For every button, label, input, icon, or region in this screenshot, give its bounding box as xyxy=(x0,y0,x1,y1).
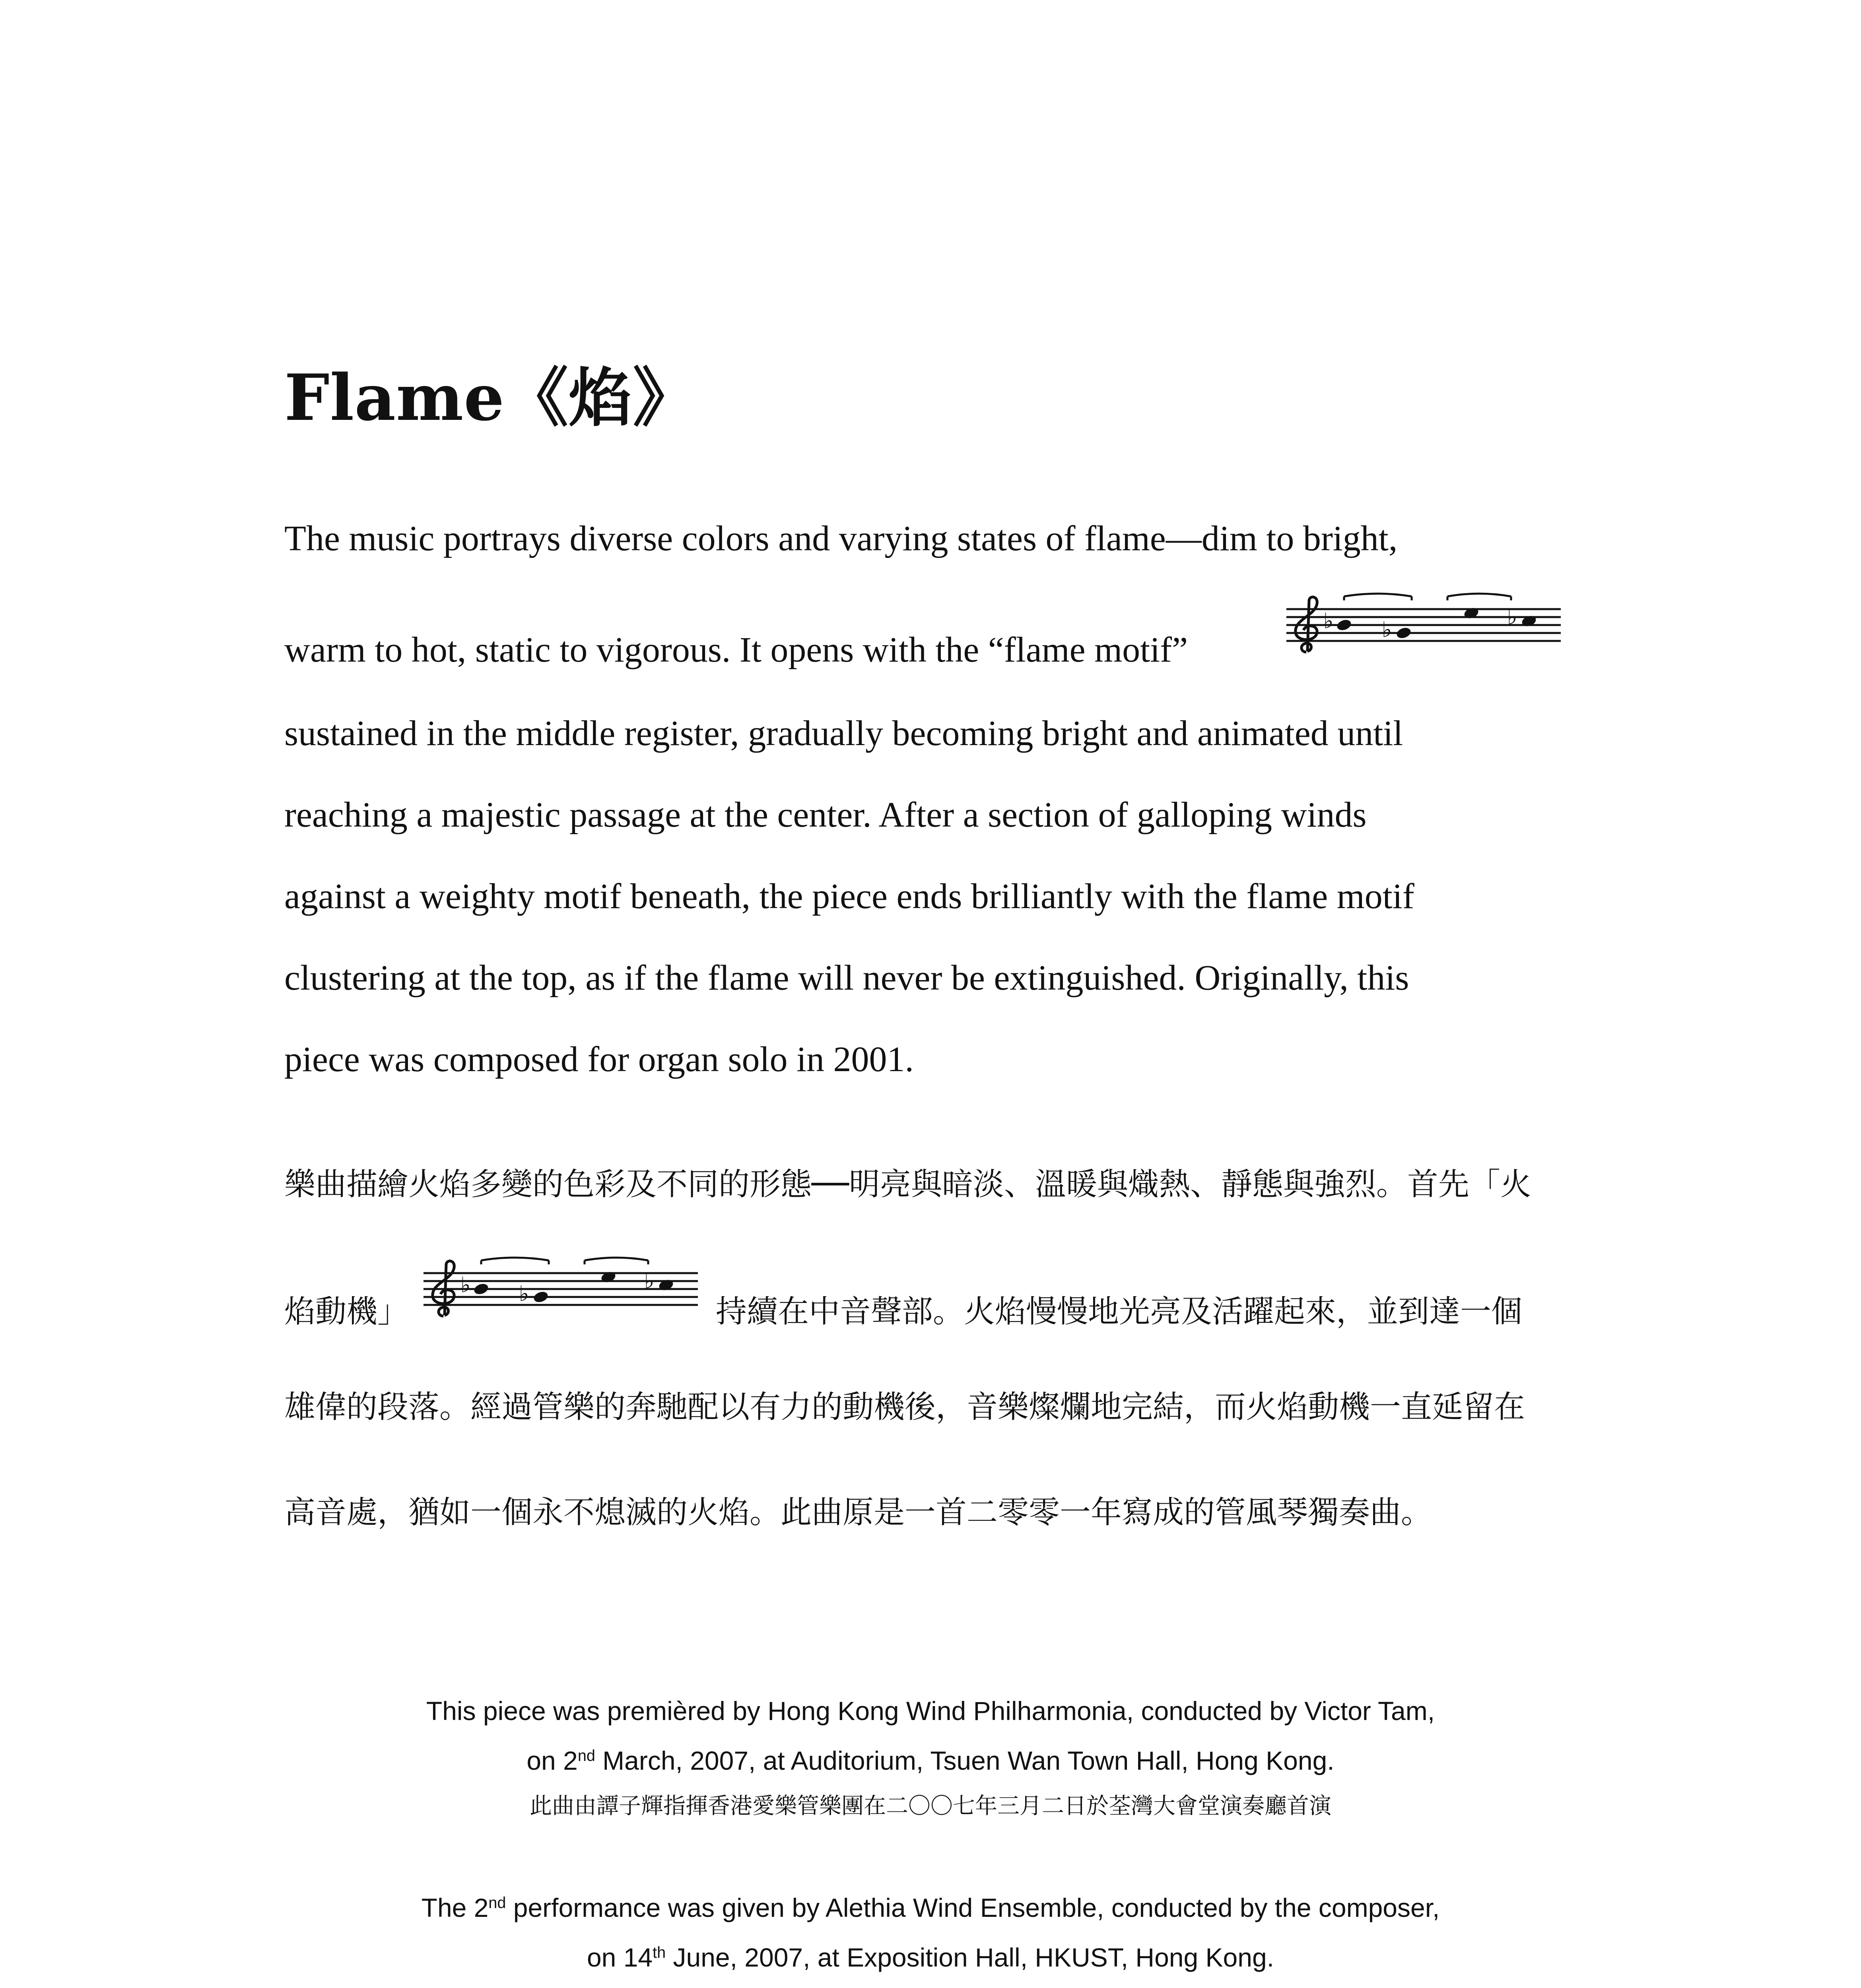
svg-text:♭: ♭ xyxy=(1507,604,1517,629)
chinese-line-2-end: 持續在中音聲部。火焰慢慢地光亮及活躍起來，並到達一個 xyxy=(716,1294,1523,1330)
english-line-1: The music portrays diverse colors and varying states of flame—dim to bright, xyxy=(284,519,1398,558)
premiere-line-2-text: on 2 xyxy=(526,1746,578,1775)
premiere-line-2 xyxy=(0,1747,1861,1774)
second-performance-line-1-rest: performance was given by Alethia Wind Ensemble, conducted by the composer, xyxy=(506,1893,1440,1922)
svg-text:♭: ♭ xyxy=(1323,608,1334,633)
page-title: Flame《焰》 xyxy=(284,360,697,435)
premiere-line-2-rest: March, 2007, at Auditorium, Tsuen Wan Town Hall, Hong Kong. xyxy=(595,1746,1335,1775)
svg-text:♭: ♭ xyxy=(460,1272,471,1297)
english-line-7: piece was composed for organ solo in 2001. xyxy=(284,1040,914,1079)
ordinal-suffix: nd xyxy=(577,1747,595,1765)
chinese-line-2-start: 焰動機」 xyxy=(284,1294,409,1330)
english-line-4: reaching a majestic passage at the center. After a section of galloping winds xyxy=(284,795,1367,835)
premiere-chinese: 此曲由譚子輝指揮香港愛樂管樂團在二〇〇七年三月二日於荃灣大會堂演奏廳首演 xyxy=(530,1793,1331,1819)
flame-motif-notation-icon xyxy=(422,1256,700,1324)
premiere-line-1: This piece was premièred by Hong Kong Wind Philharmonia, conducted by Victor Tam, xyxy=(426,1696,1435,1726)
ordinal-suffix: th xyxy=(653,1944,666,1962)
flame-motif-notation-icon xyxy=(1284,592,1563,660)
chinese-line-1: 樂曲描繪火焰多變的色彩及不同的形態──明亮與暗淡、溫暖與熾熱、靜態與強烈。首先「火 xyxy=(284,1167,1531,1202)
english-line-6: clustering at the top, as if the flame will never be extinguished. Originally, this xyxy=(284,958,1409,998)
second-performance-line-1 xyxy=(0,1895,1861,1921)
english-line-5: against a weighty motif beneath, the piece ends brilliantly with the flame motif xyxy=(284,877,1414,916)
svg-text:♭: ♭ xyxy=(519,1281,529,1306)
second-performance-line-2-rest: June, 2007, at Exposition Hall, HKUST, Hong Kong. xyxy=(666,1943,1274,1972)
second-performance-line-2 xyxy=(0,1944,1861,1971)
svg-text:♭: ♭ xyxy=(644,1268,655,1293)
second-performance-line-1-text: The 2 xyxy=(421,1893,489,1922)
chinese-line-4: 高音處，猶如一個永不熄滅的火焰。此曲原是一首二零零一年寫成的管風琴獨奏曲。 xyxy=(284,1495,1432,1530)
svg-text:♭: ♭ xyxy=(1382,617,1392,642)
second-performance-line-2-text: on 14 xyxy=(587,1943,653,1972)
english-line-3: sustained in the middle register, gradually becoming bright and animated until xyxy=(284,714,1403,753)
ordinal-suffix: nd xyxy=(488,1894,506,1912)
chinese-line-3: 雄偉的段落。經過管樂的奔馳配以有力的動機後，音樂燦爛地完結，而火焰動機一直延留在 xyxy=(284,1389,1525,1425)
english-line-2: warm to hot, static to vigorous. It opens with the “flame motif” xyxy=(284,630,1188,670)
